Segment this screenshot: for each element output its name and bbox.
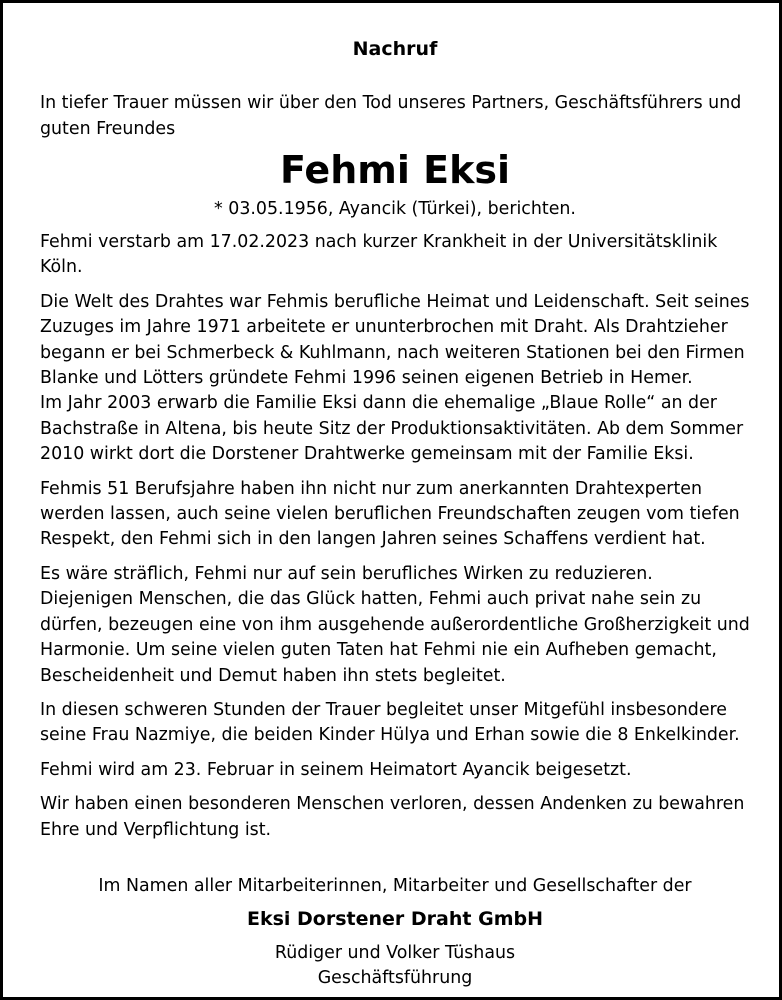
paragraph-character: Es wäre sträflich, Fehmi nur auf sein berufliches Wirken zu reduzieren. Diejenigen Menschen, die das Glück hatten, Fehmi auch privat nahe sein zu dürfen, bezeugen eine von ihm ausgehende außerordentliche Großherzigkeit und Harmonie. Um seine vielen guten Taten hat Fehmi nie ein Aufheben gemacht, Bescheidenheit und Demut haben ihn stets begleitet. xyxy=(40,563,750,686)
paragraph-career-part-1: Die Welt des Drahtes war Fehmis berufliche Heimat und Leidenschaft. Seit seines Zuzuges im Jahre 1971 arbeitete er ununterbrochen mit Draht. Als Drahtzieher begann er bei Schmerbeck & Kuhlmann, nach weiteren Stationen bei den Firmen Blanke und Lötters gründete Fehmi 1996 seinen eigenen Betrieb in Hemer. xyxy=(40,291,750,389)
intro-text: In tiefer Trauer müssen wir über den Tod unseres Partners, Geschäftsführers und guten Freundes xyxy=(40,93,742,139)
deceased-name: Fehmi Eksi xyxy=(280,148,510,192)
birth-info: * 03.05.1956, Ayancik (Türkei), berichten. xyxy=(214,199,576,219)
signers-names: Rüdiger und Volker Tüshaus xyxy=(274,942,516,963)
signers-role: Geschäftsführung xyxy=(317,967,473,988)
company-name: Eksi Dorstener Draht GmbH xyxy=(246,907,543,930)
paragraph-closing: Wir haben einen besonderen Menschen verloren, dessen Andenken zu bewahren Ehre und Verpflichtung ist. xyxy=(40,794,745,840)
paragraph-career xyxy=(40,290,750,468)
paragraph-family: In diesen schweren Stunden der Trauer begleitet unser Mitgefühl insbesondere seine Frau Nazmiye, die beiden Kinder Hülya und Erhan sowie die 8 Enkelkinder. xyxy=(40,699,740,746)
regards-line: Im Namen aller Mitarbeiterinnen, Mitarbeiter und Gesellschafter der xyxy=(98,875,692,896)
paragraph-death: Fehmi verstarb am 17.02.2023 nach kurzer Krankheit in der Universitätsklinik Köln. xyxy=(40,232,718,278)
paragraph-career-part-2: Im Jahr 2003 erwarb die Familie Eksi dann die ehemalige „Blaue Rolle“ an der Bachstraße in Altena, bis heute Sitz der Produktionsaktivitäten. Ab dem Sommer 2010 wirkt dort die Dorstener Drahtwerke gemeinsam mit der Familie Eksi. xyxy=(40,393,744,465)
paragraph-funeral: Fehmi wird am 23. Februar in seinem Heimatort Ayancik beigesetzt. xyxy=(40,759,632,780)
obituary-heading: Nachruf xyxy=(352,38,438,60)
obituary-content xyxy=(40,33,750,991)
paragraph-respect: Fehmis 51 Berufsjahre haben ihn nicht nur zum anerkannten Drahtexperten werden lassen, auch seine vielen beruflichen Freundschaften zeugen vom tiefen Respekt, den Fehmi sich in den langen Jahren seines Schaffens verdient hat. xyxy=(40,478,740,550)
